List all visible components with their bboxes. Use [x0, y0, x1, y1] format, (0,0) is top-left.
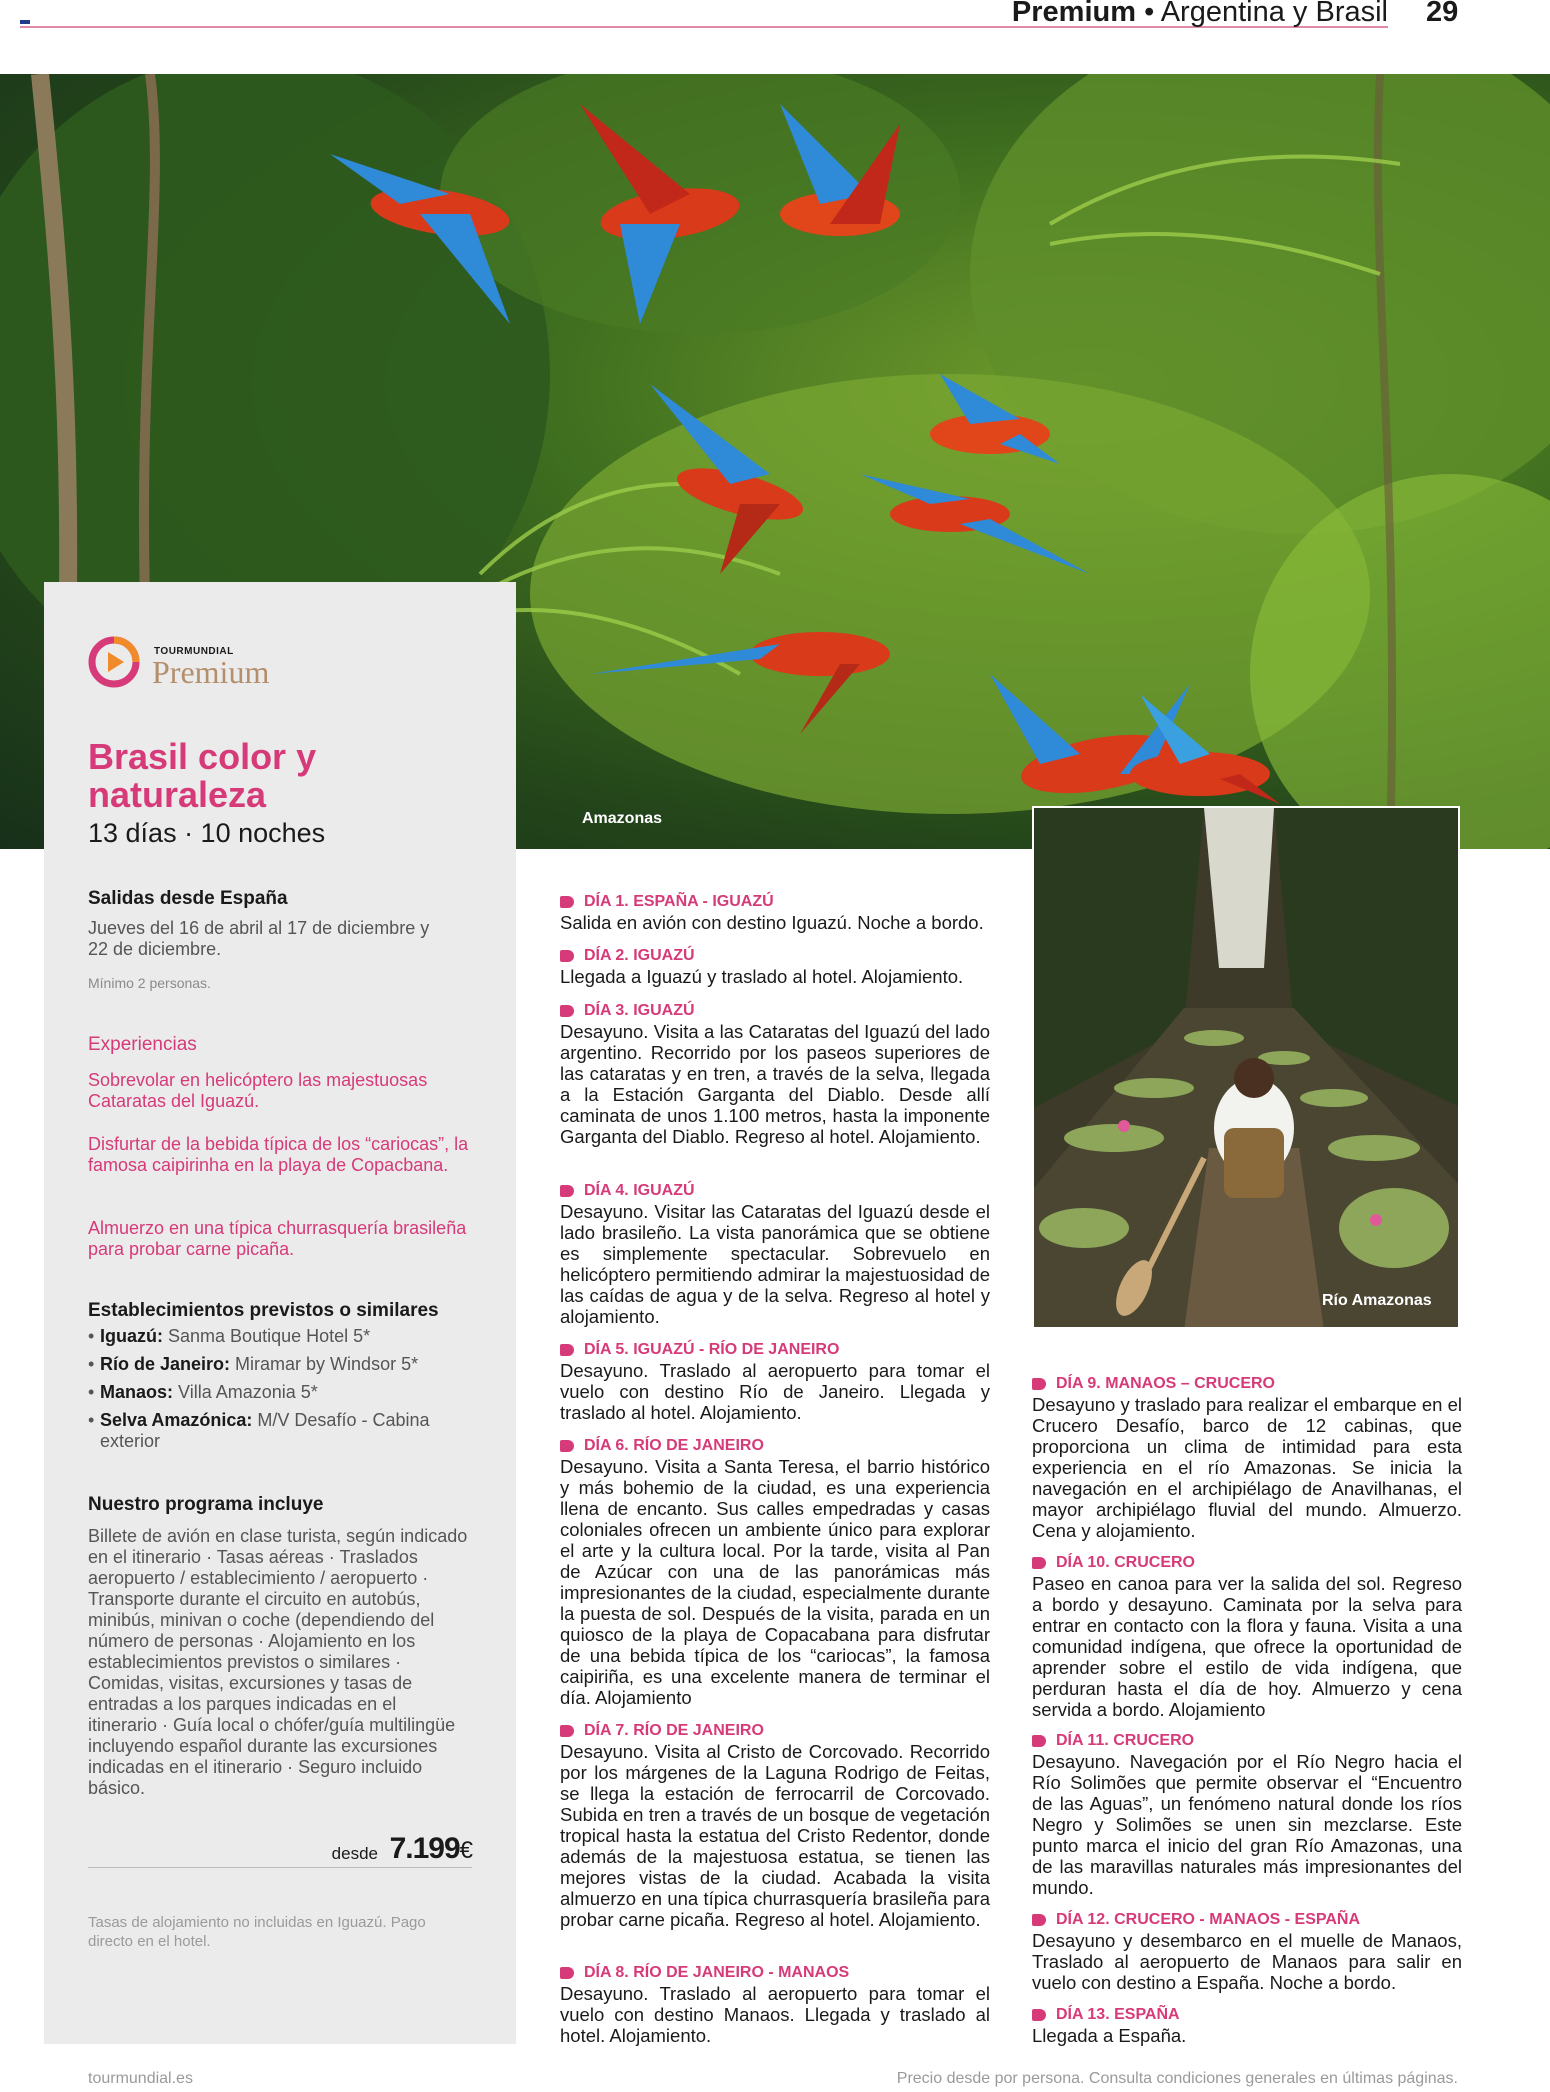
itinerary-day: [560, 1181, 990, 1327]
hotel-city: Río de Janeiro:: [100, 1354, 231, 1374]
arrow-icon: [560, 1185, 574, 1197]
page-number: 29: [1426, 0, 1459, 28]
departures-heading: Salidas desde España: [88, 888, 288, 909]
itinerary-day: [560, 1001, 990, 1147]
arrow-icon: [560, 1725, 574, 1737]
itinerary-day: [1032, 1374, 1462, 1541]
hotel-item: [88, 1382, 478, 1403]
arrow-icon: [560, 1005, 574, 1017]
page-header: [1012, 0, 1388, 29]
hotel-city: Selva Amazónica:: [100, 1410, 253, 1430]
price-row: [88, 1832, 472, 1868]
day-text: Desayuno. Visita al Cristo de Corcovado. Recorrido por los márgenes de la Laguna Rodrigo de Feitas, se llega la estación de ferrocarril de Corcovado. Subida en tren a través de un bosque de vegetación tropical hasta la estatua del Cristo Redentor, donde además de la majestuosa estatua, se tienen las mejores vistas de la ciudad. Acabada la visita almuerzo en una típica churrasquería brasileña para probar carne picaña. Regreso al hotel. Alojamiento.: [560, 1741, 990, 1930]
trip-duration: 13 días · 10 noches: [88, 818, 326, 848]
itinerary-day: [1032, 1910, 1462, 1993]
arrow-icon: [560, 1440, 574, 1452]
arrow-icon: [560, 1967, 574, 1979]
day-title: DÍA 5. IGUAZÚ - RÍO DE JANEIRO: [584, 1341, 840, 1358]
day-title: DÍA 9. MANAOS – CRUCERO: [1056, 1375, 1275, 1392]
itinerary-day: [560, 1340, 990, 1423]
day-title: DÍA 7. RÍO DE JANEIRO: [584, 1722, 764, 1739]
day-text: Desayuno y traslado para realizar el embarque en el Crucero Desafío, barco de 12 cabinas, que proporciona un clima de intimidad para esta experiencia en el río Amazonas. Se inicia la navegación en el archipiélago de Anavilhanas, el mayor archipiélago fluvial del mundo. Almuerzo. Cena y alojamiento.: [1032, 1394, 1462, 1541]
trip-title: Brasil color y naturaleza: [88, 736, 317, 815]
day-text: Desayuno. Traslado al aeropuerto para tomar el vuelo con destino Río de Janeiro. Llegada y traslado al hotel. Alojamiento.: [560, 1360, 990, 1423]
experiences-heading: Experiencias: [88, 1034, 197, 1055]
experience-item: Disfurtar de la bebida típica de los “cariocas”, la famosa caipirinha en la playa de Copacbana.: [88, 1134, 469, 1175]
header-brand: Premium: [1011, 0, 1137, 28]
day-title: DÍA 8. RÍO DE JANEIRO - MANAOS: [584, 1964, 850, 1981]
header-destination: Argentina y Brasil: [1160, 0, 1388, 28]
hotel-name: M/V Desafío - Cabina exterior: [100, 1410, 430, 1451]
day-text: Desayuno y desembarco en el muelle de Manaos, Traslado al aeropuerto de Manaos para salir en vuelo con destino a España. Noche a bordo.: [1032, 1930, 1462, 1993]
river-canoe-illustration: [1034, 808, 1460, 1329]
itinerary-day: [560, 892, 990, 933]
hotels-heading: Establecimientos previstos o similares: [88, 1300, 439, 1321]
arrow-icon: [1032, 2009, 1046, 2021]
minimum-people: Mínimo 2 personas.: [88, 975, 211, 991]
day-text: Salida en avión con destino Iguazú. Noche a bordo.: [560, 912, 984, 933]
arrow-icon: [1032, 1557, 1046, 1569]
arrow-icon: [560, 950, 574, 962]
hotel-item: [88, 1354, 478, 1375]
itinerary-day: [560, 946, 990, 987]
itinerary-day: [560, 1436, 990, 1708]
day-title: DÍA 12. CRUCERO - MANAOS - ESPAÑA: [1056, 1911, 1361, 1928]
itinerary-day: [560, 1721, 990, 1930]
day-text: Desayuno. Navegación por el Río Negro hacia el Río Solimões que permite observar el “Encuentro de las Aguas”, un fenómeno natural donde los ríos Negro y Solimões se unen sin mezclarse. Este punto marca el inicio del gran Río Amazonas, una de las maravillas naturales más impresionantes del mundo.: [1032, 1751, 1462, 1898]
logo-circle-icon: [88, 636, 140, 688]
arrow-icon: [1032, 1914, 1046, 1926]
arrow-icon: [1032, 1735, 1046, 1747]
hotel-name: Miramar by Windsor 5*: [235, 1354, 419, 1374]
day-title: DÍA 10. CRUCERO: [1056, 1554, 1195, 1571]
day-title: DÍA 3. IGUAZÚ: [584, 1002, 695, 1019]
day-title: DÍA 4. IGUAZÚ: [584, 1182, 695, 1199]
price-value: [390, 1832, 472, 1866]
price-currency: €: [459, 1837, 472, 1864]
footer-website[interactable]: tourmundial.es: [88, 2070, 193, 2087]
hotel-city: Iguazú:: [100, 1326, 163, 1346]
hotel-name: Villa Amazonia 5*: [178, 1382, 318, 1402]
includes-text: Billete de avión en clase turista, según indicado en el itinerario · Tasas aéreas · Traslados aeropuerto / establecimiento / aeropuerto · Transporte durante el circuito en autobús, minibús, minivan o coche (dependiendo del número de personas · Alojamiento en los establecimientos previstos o similares · Comidas, visitas, excursiones y tasas de entradas a los parques indicadas en el itinerario · Guía local o chófer/guía multilingüe incluyendo español durante las excursiones indicadas en el itinerario · Seguro incluido básico.: [88, 1526, 468, 1798]
menu-icon: [20, 20, 30, 24]
hotel-name: Sanma Boutique Hotel 5*: [168, 1326, 371, 1346]
hotel-tax-note: Tasas de alojamiento no incluidas en Iguazú. Pago directo en el hotel.: [88, 1914, 426, 1950]
footer-disclaimer: Precio desde por persona. Consulta condiciones generales en últimas páginas.: [896, 2070, 1458, 2087]
price-amount: 7.199: [389, 1832, 460, 1865]
river-photo: [1032, 806, 1460, 1329]
itinerary-day: [1032, 1731, 1462, 1898]
departures-text: Jueves del 16 de abril al 17 de diciembre y 22 de diciembre.: [88, 918, 430, 959]
day-text: Desayuno. Visita a Santa Teresa, el barrio histórico y más bohemio de la ciudad, es una experiencia llena de encanto. Sus calles empedradas y casas coloniales ofrecen un ambiente único para explorar el arte y la cultura local. Por la tarde, visita al Pan de Azúcar con una de las panorámicas más impresionantes de la ciudad, especialmente durante la puesta de sol. Después de la visita, parada en un quiosco de la playa de Copacabana para disfrutar de una bebida típica de los “cariocas”, la famosa caipiriña, es una excelente manera de terminar el día. Alojamiento: [560, 1456, 990, 1708]
hotel-item: [88, 1326, 478, 1347]
includes-heading: Nuestro programa incluye: [88, 1494, 324, 1515]
header-separator: •: [1144, 0, 1155, 28]
river-caption: Río Amazonas: [1322, 1292, 1432, 1309]
hotels-list: [88, 1326, 478, 1459]
experience-item: Almuerzo en una típica churrasquería brasileña para probar carne picaña.: [88, 1218, 467, 1259]
day-title: DÍA 6. RÍO DE JANEIRO: [584, 1437, 764, 1454]
day-text: Paseo en canoa para ver la salida del sol. Regreso a bordo y desayuno. Caminata por la selva para entrar en contacto con la flora y fauna. Visita a una comunidad indígena, que ofrece la oportunidad de aprender sobre el estilo de vida indígena, que perduran hasta el día de hoy. Almuerzo y cena servida a bordo. Alojamiento: [1032, 1573, 1462, 1720]
day-title: DÍA 2. IGUAZÚ: [584, 947, 695, 964]
day-text: Desayuno. Traslado al aeropuerto para tomar el vuelo con destino Manaos. Llegada y traslado al hotel. Alojamiento.: [560, 1983, 990, 2046]
itinerary-day: [560, 1963, 990, 2046]
itinerary-day: [1032, 1553, 1462, 1720]
logo-premium-text: Premium: [152, 654, 270, 690]
price-label: desde: [331, 1844, 378, 1863]
hotel-item: [88, 1410, 478, 1452]
day-text: Llegada a España.: [1032, 2025, 1187, 2046]
itinerary-day: [1032, 2005, 1462, 2046]
day-title: DÍA 11. CRUCERO: [1056, 1732, 1195, 1749]
arrow-icon: [1032, 1378, 1046, 1390]
experience-item: Sobrevolar en helicóptero las majestuosas Cataratas del Iguazú.: [88, 1070, 428, 1111]
day-text: Desayuno. Visita a las Cataratas del Iguazú del lado argentino. Recorrido por los paseos superiores de las cataratas y en tren, a través de la selva, llegada a la Estación Garganta del Diablo. Desde allí caminata de unos 1.100 metros, hasta la imponente Garganta del Diablo. Regreso al hotel. Alojamiento.: [560, 1021, 990, 1147]
arrow-icon: [560, 896, 574, 908]
hero-caption: Amazonas: [582, 810, 663, 827]
day-title: DÍA 1. ESPAÑA - IGUAZÚ: [584, 893, 774, 910]
day-text: Llegada a Iguazú y traslado al hotel. Alojamiento.: [560, 966, 964, 987]
logo-brand-text: TOURMUNDIAL: [154, 646, 234, 657]
hotel-city: Manaos:: [100, 1382, 174, 1402]
arrow-icon: [560, 1344, 574, 1356]
tourmundial-premium-logo: [88, 636, 318, 696]
day-title: DÍA 13. ESPAÑA: [1056, 2006, 1180, 2023]
day-text: Desayuno. Visitar las Cataratas del Iguazú desde el lado brasileño. La vista panorámica que se obtiene es simplemente spectacular. Sobrevuelo en helicóptero permitiendo admirar la majestuosidad de las caídas de agua y de la selva. Regreso al hotel y alojamiento.: [560, 1201, 990, 1327]
